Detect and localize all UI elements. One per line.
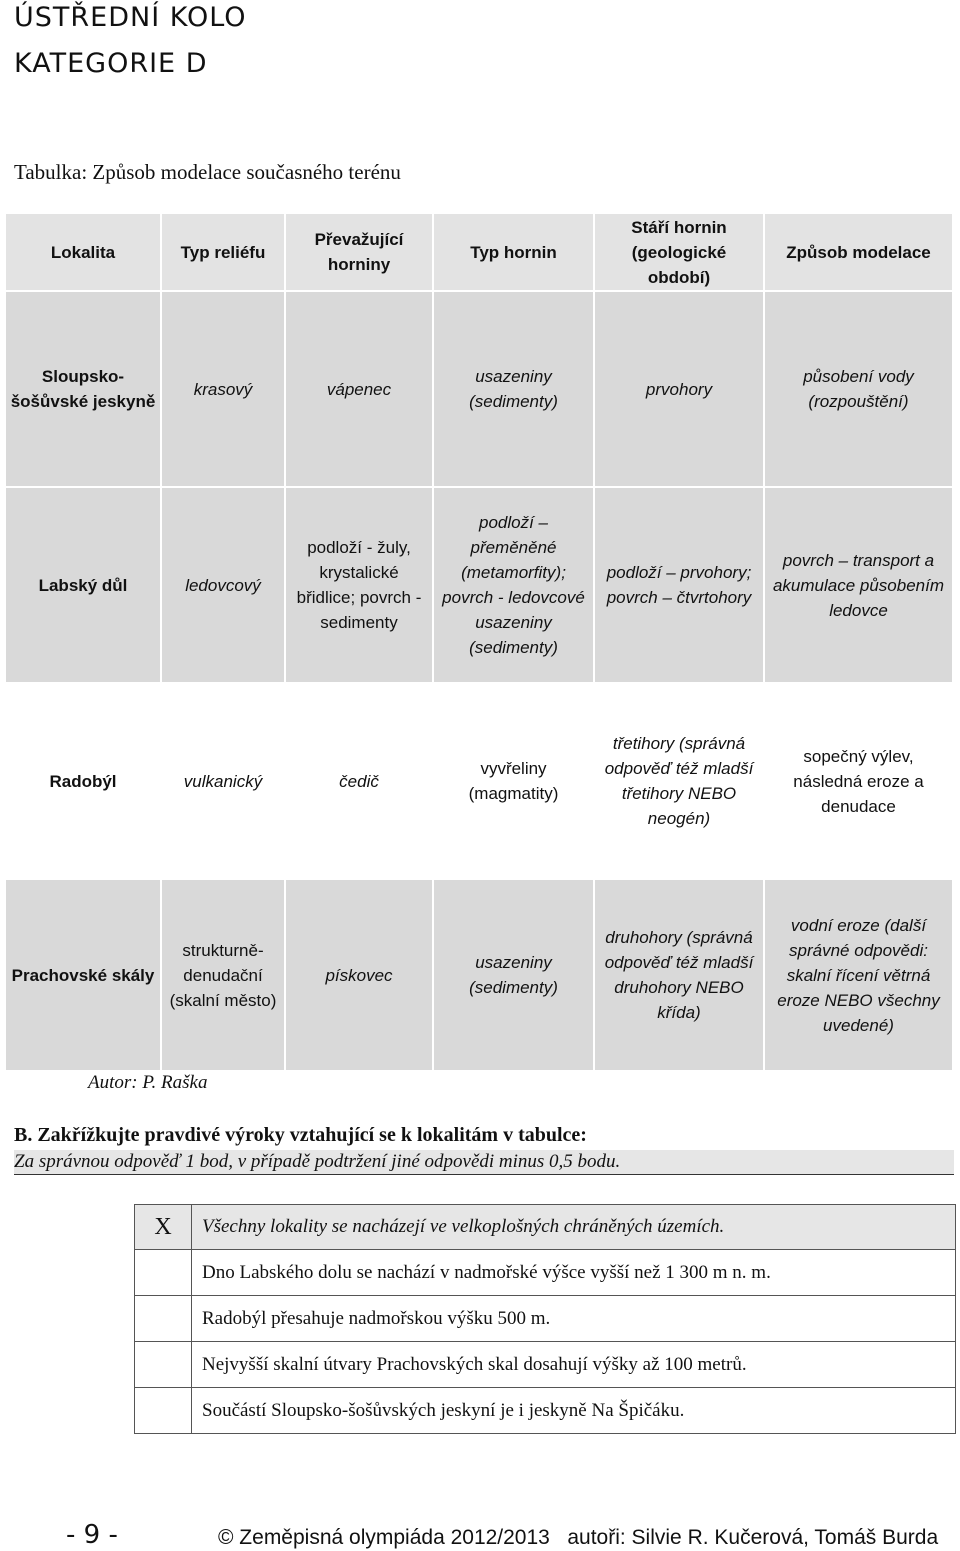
locality-cell: Labský důl	[5, 487, 161, 683]
header-cell: Typ reliéfu	[161, 213, 285, 291]
locality-cell: Prachovské skály	[5, 879, 161, 1071]
modelling-cell: působení vody (rozpouštění)	[764, 291, 953, 487]
rock-type-cell: podloží – přeměněné (metamorfity); povrch - ledovcové usazeniny (sedimenty)	[433, 487, 594, 683]
age-cell: prvohory	[594, 291, 764, 487]
table-header-row	[5, 213, 953, 291]
statements-table	[134, 1204, 956, 1434]
statement-checkbox[interactable]	[135, 1388, 192, 1434]
rock-type-cell: usazeniny (sedimenty)	[433, 291, 594, 487]
statement-row	[135, 1250, 956, 1296]
statement-text: Nejvyšší skalní útvary Prachovských skal dosahují výšky až 100 metrů.	[192, 1342, 956, 1388]
statement-text: Radobýl přesahuje nadmořskou výšku 500 m.	[192, 1296, 956, 1342]
rock-type-cell: usazeniny (sedimenty)	[433, 879, 594, 1071]
rocks-cell: čedič	[285, 683, 433, 879]
age-cell: podloží – prvohory; povrch – čtvrtohory	[594, 487, 764, 683]
header-cell: Způsob modelace	[764, 213, 953, 291]
rocks-cell: vápenec	[285, 291, 433, 487]
header-cell: Lokalita	[5, 213, 161, 291]
section-b-note: Za správnou odpověď 1 bod, v případě podtržení jiné odpovědi minus 0,5 bodu.	[14, 1150, 954, 1175]
terrain-table	[4, 212, 954, 1072]
author-credit: Autor: P. Raška	[88, 1072, 208, 1093]
header-cell: Převažující horniny	[285, 213, 433, 291]
statement-row	[135, 1296, 956, 1342]
table-title: Tabulka: Způsob modelace současného terénu	[14, 160, 401, 184]
modelling-cell: vodní eroze (další správné odpovědi: skalní řícení větrná eroze NEBO všechny uvedené)	[764, 879, 953, 1071]
footer-copyright: © Zeměpisná olympiáda 2012/2013 autoři: Silvie R. Kučerová, Tomáš Burda	[218, 1526, 939, 1549]
header-cell: Typ hornin	[433, 213, 594, 291]
modelling-cell: povrch – transport a akumulace působením ledovce	[764, 487, 953, 683]
header-cell: Stáří hornin (geologické období)	[594, 213, 764, 291]
page-number: - 9 -	[66, 1520, 118, 1550]
header-round: ÚSTŘEDNÍ KOLO	[14, 2, 247, 33]
table-row	[5, 487, 953, 683]
statement-row	[135, 1388, 956, 1434]
age-cell: třetihory (správná odpověď též mladší třetihory NEBO neogén)	[594, 683, 764, 879]
statement-checkbox[interactable]	[135, 1342, 192, 1388]
rocks-cell: podloží - žuly, krystalické břidlice; povrch - sedimenty	[285, 487, 433, 683]
statement-row	[135, 1205, 956, 1250]
statement-text: Dno Labského dolu se nachází v nadmořské výšce vyšší než 1 300 m n. m.	[192, 1250, 956, 1296]
locality-cell: Sloupsko-šošůvské jeskyně	[5, 291, 161, 487]
table-row	[5, 683, 953, 879]
age-cell: druhohory (správná odpověď též mladší druhohory NEBO křída)	[594, 879, 764, 1071]
relief-cell: strukturně-denudační (skalní město)	[161, 879, 285, 1071]
relief-cell: ledovcový	[161, 487, 285, 683]
statement-checkbox[interactable]: X	[135, 1205, 192, 1250]
statement-checkbox[interactable]	[135, 1250, 192, 1296]
relief-cell: vulkanický	[161, 683, 285, 879]
table-row	[5, 291, 953, 487]
table-row	[5, 879, 953, 1071]
statement-checkbox[interactable]	[135, 1296, 192, 1342]
section-b-title: B. Zakřížkujte pravdivé výroky vztahující se k lokalitám v tabulce:	[14, 1124, 587, 1146]
statement-text: Všechny lokality se nacházejí ve velkoplošných chráněných územích.	[192, 1205, 956, 1250]
rock-type-cell: vyvřeliny (magmatity)	[433, 683, 594, 879]
relief-cell: krasový	[161, 291, 285, 487]
locality-cell: Radobýl	[5, 683, 161, 879]
statement-text: Součástí Sloupsko-šošůvských jeskyní je i jeskyně Na Špičáku.	[192, 1388, 956, 1434]
header-category: KATEGORIE D	[14, 48, 208, 79]
statement-row	[135, 1342, 956, 1388]
rocks-cell: pískovec	[285, 879, 433, 1071]
modelling-cell: sopečný výlev, následná eroze a denudace	[764, 683, 953, 879]
